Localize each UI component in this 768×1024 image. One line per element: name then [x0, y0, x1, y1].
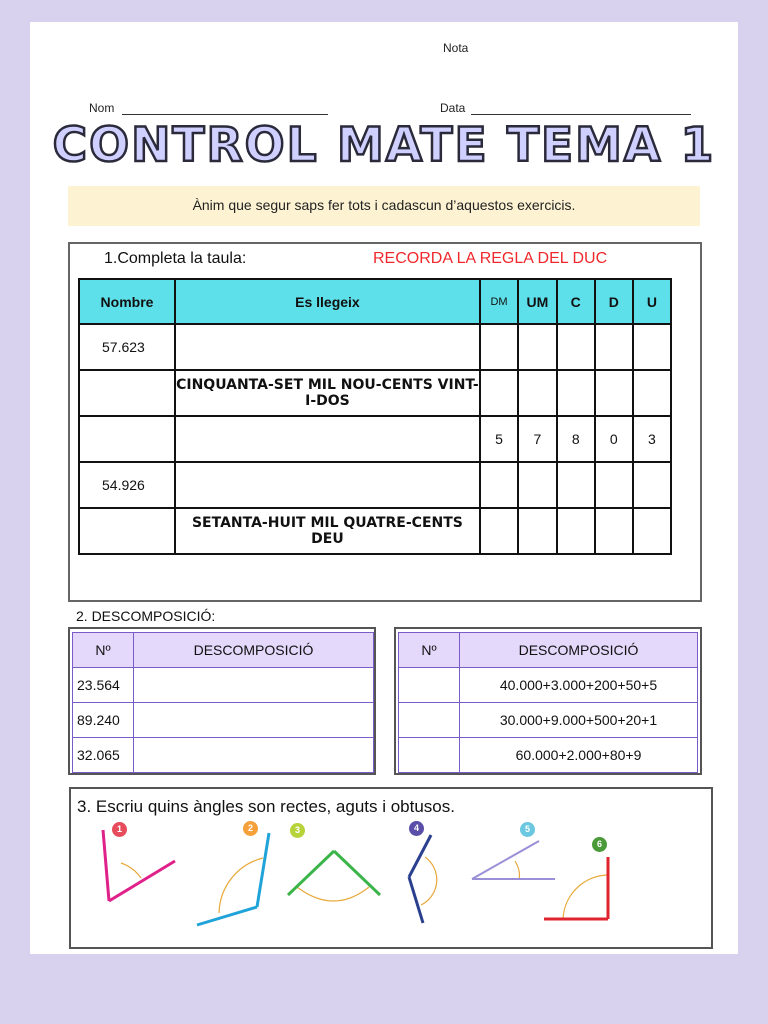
table-row: [79, 324, 671, 370]
col-descomposicio: DESCOMPOSICIÓ: [134, 633, 374, 668]
digit-cell[interactable]: [633, 462, 671, 508]
col-um: UM: [518, 279, 556, 324]
decomp-number[interactable]: [399, 668, 460, 703]
digit-cell[interactable]: [633, 508, 671, 554]
section3-heading: 3. Escriu quins àngles son rectes, aguts i obtusos.: [77, 797, 455, 816]
llegeix-cell: CINQUANTA-SET MIL NOU-CENTS VINT-I-DOS: [175, 370, 480, 416]
nom-field[interactable]: [122, 114, 328, 115]
angle-4-ray-a: [409, 835, 431, 877]
nombre-cell[interactable]: [79, 416, 175, 462]
col-es-llegeix: Es llegeix: [175, 279, 480, 324]
table-row: [79, 508, 671, 554]
table-row: [399, 703, 698, 738]
nombre-cell: 54.926: [79, 462, 175, 508]
angle-badge-3: 3: [290, 823, 305, 838]
angle-1-ray-a: [103, 830, 109, 901]
number-table: [78, 278, 672, 555]
angle-2-ray-a: [257, 833, 269, 907]
decomp-right-table: [398, 632, 698, 773]
digit-cell[interactable]: [480, 462, 518, 508]
angle-badge-1: 1: [112, 822, 127, 837]
digit-cell[interactable]: [557, 508, 595, 554]
digit-cell[interactable]: [518, 370, 556, 416]
data-label: Data: [440, 101, 466, 115]
angle-2-ray-b: [197, 907, 257, 925]
angle-4-arc: [421, 857, 437, 905]
angle-2-figure: [197, 833, 269, 925]
angle-3-arc: [297, 887, 369, 901]
table-row: [73, 703, 374, 738]
digit-cell: 8: [557, 416, 595, 462]
angles-drawing: [69, 815, 711, 940]
angle-4-figure: [409, 835, 437, 923]
decomp-answer[interactable]: [134, 703, 374, 738]
table-row: [79, 416, 671, 462]
table-row: [79, 462, 671, 508]
number-table-header: [79, 279, 671, 324]
decomp-answer: 60.000+2.000+80+9: [460, 738, 698, 773]
table-row: [399, 668, 698, 703]
decomp-answer: 30.000+9.000+500+20+1: [460, 703, 698, 738]
angle-4-ray-b: [409, 877, 423, 923]
col-u: U: [633, 279, 671, 324]
angle-1-figure: [103, 830, 175, 901]
col-n: Nº: [399, 633, 460, 668]
angle-badge-4: 4: [409, 821, 424, 836]
decomp-right-header: [399, 633, 698, 668]
decomp-left-header: [73, 633, 374, 668]
nombre-cell: 57.623: [79, 324, 175, 370]
digit-cell[interactable]: [518, 508, 556, 554]
angle-5-figure: [472, 841, 555, 879]
digit-cell[interactable]: [633, 370, 671, 416]
decomp-number: 23.564: [73, 668, 134, 703]
nombre-cell[interactable]: [79, 370, 175, 416]
nota-label: Nota: [443, 41, 469, 55]
digit-cell[interactable]: [518, 324, 556, 370]
data-field[interactable]: [471, 114, 691, 115]
col-c: C: [557, 279, 595, 324]
digit-cell[interactable]: [595, 508, 633, 554]
table-row: [399, 738, 698, 773]
col-nombre: Nombre: [79, 279, 175, 324]
nom-label: Nom: [89, 101, 115, 115]
digit-cell[interactable]: [557, 462, 595, 508]
angle-badge-6: 6: [592, 837, 607, 852]
llegeix-cell: SETANTA-HUIT MIL QUATRE-CENTS DEU: [175, 508, 480, 554]
decomp-left-table: [72, 632, 374, 773]
digit-cell: 3: [633, 416, 671, 462]
col-descomposicio: DESCOMPOSICIÓ: [460, 633, 698, 668]
digit-cell: 0: [595, 416, 633, 462]
table-row: [73, 738, 374, 773]
decomp-answer[interactable]: [134, 738, 374, 773]
digit-cell[interactable]: [480, 370, 518, 416]
section2-heading: 2. DESCOMPOSICIÓ:: [76, 608, 216, 624]
table-row: [73, 668, 374, 703]
section1-heading: 1.Completa la taula:: [104, 250, 247, 267]
angle-1-arc: [121, 863, 141, 878]
decomp-answer: 40.000+3.000+200+50+5: [460, 668, 698, 703]
angle-badge-5: 5: [520, 822, 535, 837]
llegeix-cell[interactable]: [175, 462, 480, 508]
angle-5-arc: [515, 861, 520, 879]
decomp-number[interactable]: [399, 738, 460, 773]
llegeix-cell[interactable]: [175, 416, 480, 462]
duc-reminder: RECORDA LA REGLA DEL DUC: [373, 250, 608, 267]
angle-1-ray-b: [109, 861, 175, 901]
angle-badge-2: 2: [243, 821, 258, 836]
page-title: CONTROL MATE TEMA 1: [52, 118, 716, 173]
llegeix-cell[interactable]: [175, 324, 480, 370]
digit-cell[interactable]: [633, 324, 671, 370]
angle-5-ray-a: [472, 841, 539, 879]
digit-cell[interactable]: [518, 462, 556, 508]
digit-cell[interactable]: [595, 324, 633, 370]
col-dm: DM: [480, 279, 518, 324]
angle-6-figure: [544, 857, 608, 919]
angle-6-arc: [563, 875, 608, 919]
angle-3-ray-b: [334, 851, 380, 895]
digit-cell[interactable]: [595, 462, 633, 508]
angle-3-ray-a: [288, 851, 334, 895]
digit-cell[interactable]: [480, 508, 518, 554]
table-row: [79, 370, 671, 416]
digit-cell[interactable]: [557, 370, 595, 416]
angle-3-figure: [288, 851, 380, 901]
digit-cell[interactable]: [557, 324, 595, 370]
decomp-answer[interactable]: [134, 668, 374, 703]
digit-cell[interactable]: [480, 324, 518, 370]
nombre-cell[interactable]: [79, 508, 175, 554]
col-n: Nº: [73, 633, 134, 668]
col-d: D: [595, 279, 633, 324]
decomp-number: 89.240: [73, 703, 134, 738]
digit-cell[interactable]: [595, 370, 633, 416]
decomp-number: 32.065: [73, 738, 134, 773]
decomp-number[interactable]: [399, 703, 460, 738]
subtitle-banner: Ànim que segur saps fer tots i cadascun d’aquestos exercicis.: [68, 186, 700, 226]
digit-cell: 7: [518, 416, 556, 462]
digit-cell: 5: [480, 416, 518, 462]
